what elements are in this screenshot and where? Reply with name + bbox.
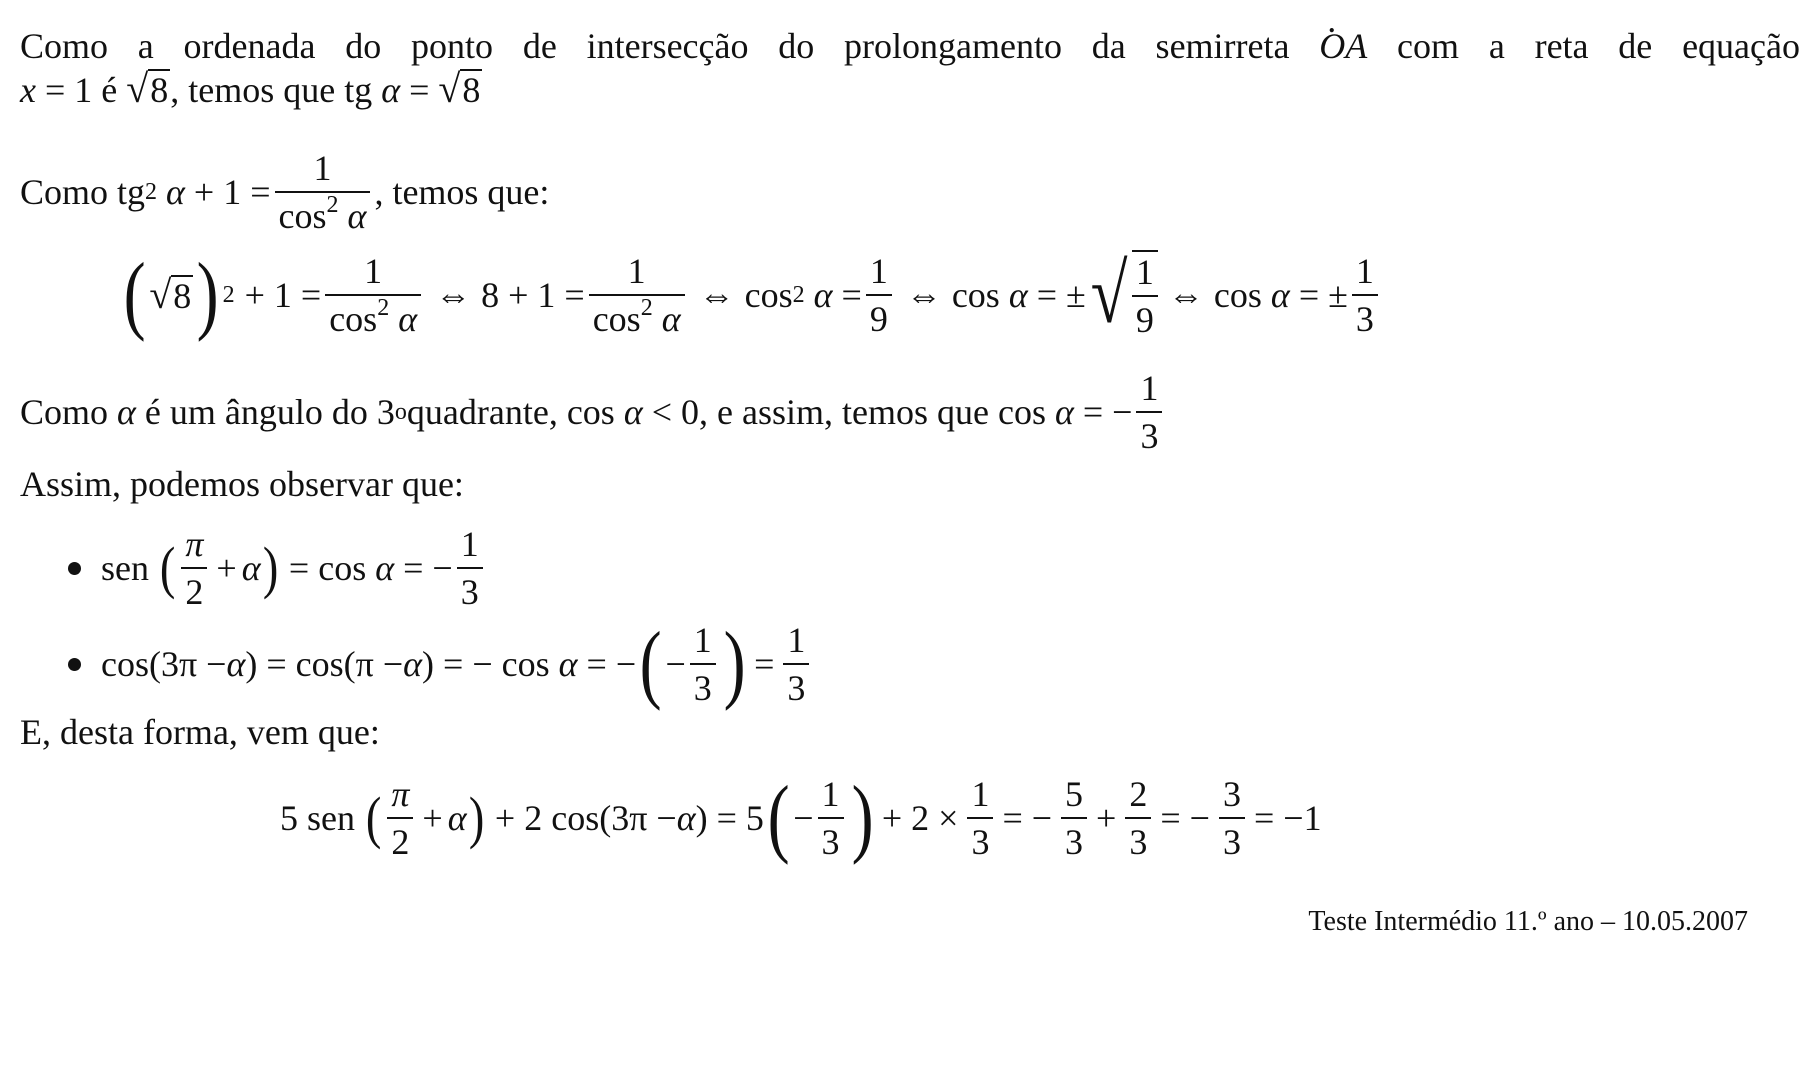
- bullet-list: [20, 522, 813, 714]
- fraction-1-over-cos2: $\frac{1}{\cos^2 \alpha}$: [275, 148, 371, 236]
- paragraph-quadrant: Como α é um ângulo do 3 o quadrante, cos α < 0, e assim, temos que cos α = − $\frac{1}{3}$: [20, 368, 1166, 456]
- paragraph-intro-line1: Como a ordenada do ponto de intersecção do prolongamento da semirreta . OA com a reta de equação: [20, 24, 1800, 68]
- bullet-dot-icon: [68, 658, 81, 671]
- paragraph-identity: Como tg 2 α + 1 = $\frac{1}{\cos^2 \alpha}$ , temos que:: [20, 148, 550, 236]
- bullet-cos: cos(3π − α ) = cos(π − α ) = − cos α = − ( − $\frac{1}{3}$ ) = $\frac{1}{3}$: [68, 614, 813, 714]
- source-footer: Teste Intermédio 11.º ano – 10.05.2007: [1308, 906, 1748, 937]
- bullet-dot-icon: [68, 562, 81, 575]
- sqrt-8b: √ 8: [438, 66, 481, 111]
- paragraph-intro-line2: x = 1 é √ 8 , temos que tg α = √ 8: [20, 66, 481, 111]
- bullet-sen: sen ( $\frac{\pi}{2}$ + α ) = cos α = − $\frac{1}{3}$: [68, 522, 813, 614]
- sqrt-8: √ 8: [126, 66, 169, 111]
- paragraph-observe: Assim, podemos observar que:: [20, 464, 464, 504]
- ray-label: . OA: [1319, 24, 1367, 68]
- equation-final: 5 sen ( $\frac{\pi}{2}$ + α ) + 2 cos(3π − α ) = 5 ( − $\frac{1}{3}$ ) + 2 × $\frac{1}{3}$ = − $\frac{5}{3}$ + $\frac{2}{3}$ = − $\frac{3}{3}$ = −1: [280, 769, 1322, 866]
- equation-chain-cos: ( √ 8 ) 2 + 1 = $\frac{1}{\cos^2 \alpha}$ ⇔ 8 + 1 = $\frac{1}{\cos^2 \alpha}$ ⇔ cos 2 α = $\frac{1}{9}$ ⇔ cos α = ± √ $\frac{1}{9}$ ⇔ cos α = ± $\frac{1}{3}$: [120, 250, 1382, 340]
- paragraph-conclusion: E, desta forma, vem que:: [20, 712, 380, 752]
